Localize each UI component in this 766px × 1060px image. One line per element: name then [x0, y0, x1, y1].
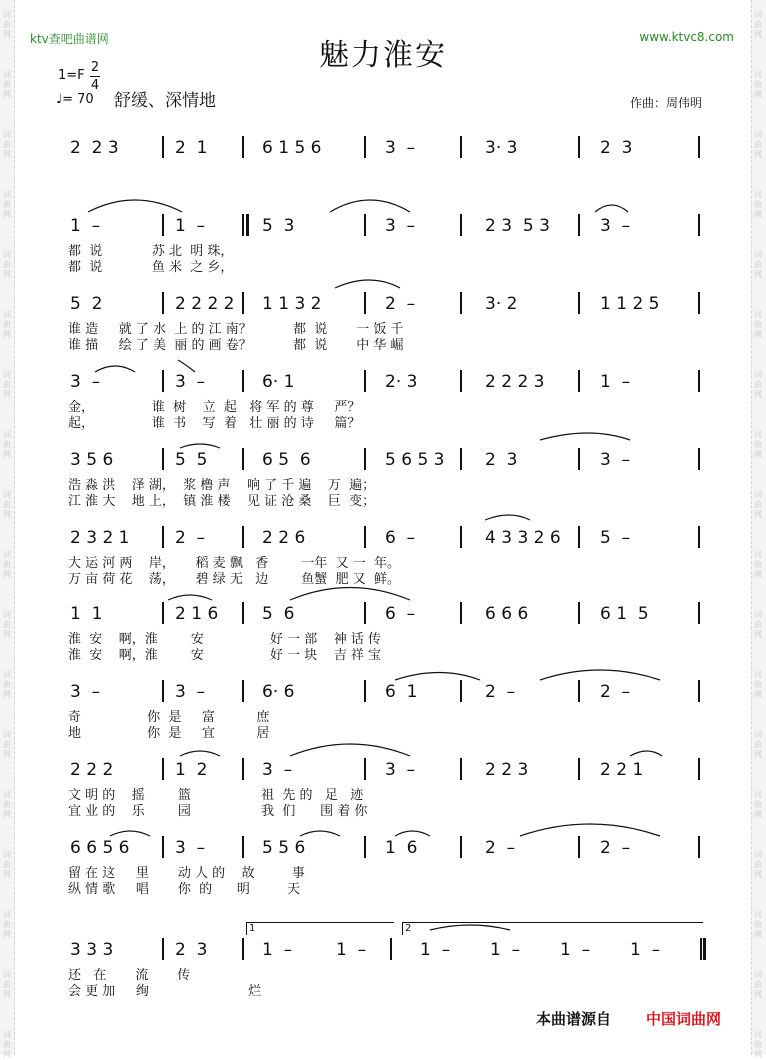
notation-measure: 3 –: [600, 450, 631, 470]
bar-line: [364, 214, 366, 236]
lyrics-verse-2: 会 更 加 绚 烂: [68, 984, 262, 999]
bar-line: [578, 214, 580, 236]
notation-measure: 2 1 6: [175, 604, 219, 624]
bar-line: [578, 292, 580, 314]
score-row: [0, 138, 766, 212]
composer-credit: 作曲：周伟明: [630, 96, 703, 110]
score-row: [0, 838, 766, 912]
watermark-text: 词 曲 网: [754, 370, 762, 399]
notation-measure: 2 1: [175, 138, 208, 158]
watermark-text: 词 曲 网: [754, 670, 762, 699]
notation-measure: 2 –: [600, 838, 631, 858]
notation-measure: 2 2 2 2: [175, 294, 235, 314]
watermark-text: 词 曲 网: [754, 850, 762, 879]
bar-line: [364, 680, 366, 702]
bar-line: [578, 136, 580, 158]
notation-measure: 3 –: [175, 838, 206, 858]
notation-measure: 1 1 2 5: [600, 294, 660, 314]
notation-measure: 1 –: [490, 940, 521, 960]
watermark-text: 词 曲 网: [3, 130, 11, 159]
lyrics-verse-1: 留 在 这 里 动 人 的 故 事: [68, 866, 305, 881]
bar-line: [698, 526, 700, 548]
bar-line: [364, 370, 366, 392]
notation-measure: 2 –: [385, 294, 416, 314]
bar-line: [578, 680, 580, 702]
watermark-text: 词 曲 网: [3, 490, 11, 519]
lyrics-verse-1: 谁 造 就 了 水 上 的 江 南？ 都 说 一 饭 千: [68, 322, 404, 337]
tempo-value: = 70: [62, 92, 94, 107]
notation-measure: 1 –: [600, 372, 631, 392]
notation-measure: 3· 2: [485, 294, 518, 314]
lyrics-verse-1: 奇 你 是 富 庶: [68, 710, 270, 725]
song-title: 魅力淮安: [319, 38, 447, 73]
watermark-text: 词 曲 网: [754, 250, 762, 279]
watermark-text: 词 曲 网: [3, 70, 11, 99]
lyrics-verse-1: 文 明 的 摇 篮 祖 先 的 足 迹: [68, 788, 364, 803]
notation-measure: 1 –: [560, 940, 591, 960]
notation-measure: 3 –: [385, 760, 416, 780]
lyrics-verse-2: 起， 谁 书 写 着 壮 丽 的 诗 篇？: [68, 416, 361, 431]
watermark-text: 词 曲 网: [3, 550, 11, 579]
key-signature: 1=F: [58, 68, 85, 83]
bar-line: [698, 370, 700, 392]
bar-line: [460, 602, 462, 624]
bar-line: [242, 938, 244, 960]
watermark-text: 词 曲 网: [754, 790, 762, 819]
notation-measure: 5 3: [262, 216, 295, 236]
bar-line: [460, 292, 462, 314]
lyrics-verse-1: 金， 谁 树 立 起 将 军 的 尊 严？: [68, 400, 361, 415]
bar-line: [460, 836, 462, 858]
bar-line: [698, 836, 700, 858]
lyrics-verse-2: 都 说 鱼 米 之 乡，: [68, 260, 234, 275]
lyrics-verse-2: 江 淮 大 地 上， 镇 淮 楼 见 证 沧 桑 巨 变；: [68, 494, 376, 509]
notation-measure: 1 1: [70, 604, 103, 624]
bar-line: [698, 292, 700, 314]
bar-line: [578, 836, 580, 858]
quarter-note-icon: ♩: [56, 92, 63, 107]
bar-line: [460, 448, 462, 470]
notation-measure: 2 3: [175, 940, 208, 960]
watermark-text: 词 曲 网: [754, 730, 762, 759]
watermark-text: 词 曲 网: [754, 130, 762, 159]
score-row: [0, 682, 766, 756]
lyrics-verse-2: 宜 业 的 乐 园 我 们 围 着 你: [68, 804, 368, 819]
second-ending-bracket: [402, 922, 703, 935]
bar-line: [162, 448, 164, 470]
bar-line: [242, 370, 244, 392]
notation-measure: 4 3 3 2 6: [485, 528, 561, 548]
bar-line: [162, 526, 164, 548]
lyrics-verse-2: 谁 描 绘 了 美 丽 的 画 卷？ 都 说 中 华 崛: [68, 338, 404, 353]
bar-line: [242, 680, 244, 702]
bar-line: [162, 602, 164, 624]
site-url-right: www.ktvc8.com: [639, 30, 734, 44]
notation-measure: 3 –: [385, 216, 416, 236]
bar-line: [242, 214, 244, 236]
notation-measure: 5 2: [70, 294, 103, 314]
notation-measure: 2 3: [600, 138, 633, 158]
score-row: [0, 940, 766, 1014]
bar-line: [698, 680, 700, 702]
notation-measure: 1 –: [420, 940, 451, 960]
bar-line: [364, 136, 366, 158]
bar-line: [698, 602, 700, 624]
bar-line: [162, 292, 164, 314]
source-site-link[interactable]: 中国词曲网: [646, 1010, 722, 1028]
notation-measure: 5 6 5 3: [385, 450, 445, 470]
notation-measure: 5 5: [175, 450, 208, 470]
score-row: [0, 528, 766, 602]
notation-measure: 3· 3: [485, 138, 518, 158]
score-row: [0, 450, 766, 524]
score-row: [0, 604, 766, 678]
bar-line: [242, 292, 244, 314]
final-bar-line: [703, 938, 706, 960]
notation-measure: 5 –: [600, 528, 631, 548]
watermark-text: 词 曲 网: [3, 310, 11, 339]
bar-line: [242, 136, 244, 158]
bar-line: [162, 758, 164, 780]
bar-line: [578, 602, 580, 624]
watermark-text: 词 曲 网: [3, 370, 11, 399]
notation-measure: 1 –: [336, 940, 367, 960]
bar-line: [242, 526, 244, 548]
bar-line: [242, 448, 244, 470]
notation-measure: 6 1: [385, 682, 418, 702]
time-signature-bottom: 4: [90, 78, 100, 93]
bar-line: [162, 370, 164, 392]
notation-measure: 3 –: [175, 372, 206, 392]
bar-line: [578, 758, 580, 780]
watermark-text: 词 曲 网: [754, 1030, 762, 1059]
bar-line: [460, 214, 462, 236]
notation-measure: 2 2 2 3: [485, 372, 545, 392]
notation-measure: 5 6: [262, 604, 295, 624]
bar-line: [698, 758, 700, 780]
notation-measure: 2 3 5 3: [485, 216, 550, 236]
bar-line: [698, 136, 700, 158]
watermark-text: 词 曲 网: [3, 790, 11, 819]
notation-measure: 2 2 3: [70, 138, 119, 158]
notation-measure: 2 –: [175, 528, 206, 548]
watermark-text: 词 曲 网: [3, 190, 11, 219]
notation-measure: 5 5 6: [262, 838, 306, 858]
notation-measure: 6 –: [385, 528, 416, 548]
bar-line: [390, 938, 392, 960]
lyrics-verse-1: 淮 安 啊，淮 安 好 一 部 神 话 传: [68, 632, 382, 647]
notation-measure: 6 6 5 6: [70, 838, 130, 858]
repeat-start-bar: [246, 214, 249, 236]
bar-line: [162, 136, 164, 158]
watermark-text: 词 曲 网: [754, 70, 762, 99]
time-signature-divider: [90, 76, 100, 77]
notation-measure: 2 3: [485, 450, 518, 470]
notation-measure: 3 5 6: [70, 450, 114, 470]
notation-measure: 6· 1: [262, 372, 295, 392]
source-label: 本曲谱源自: [536, 1010, 612, 1028]
watermark-text: 词 曲 网: [754, 490, 762, 519]
bar-line: [460, 680, 462, 702]
lyrics-verse-1: 浩 淼 洪 泽 湖， 浆 橹 声 响 了 千 遍 万 遍；: [68, 478, 376, 493]
watermark-text: 词 曲 网: [754, 910, 762, 939]
bar-line: [460, 136, 462, 158]
bar-line: [162, 836, 164, 858]
watermark-text: 词 曲 网: [754, 190, 762, 219]
notation-measure: 3 3 3: [70, 940, 114, 960]
notation-measure: 1 6: [385, 838, 418, 858]
lyrics-verse-1: 大 运 河 两 岸， 稻 麦 飘 香 一年 又 一 年。: [68, 556, 400, 571]
watermark-text: 词 曲 网: [3, 910, 11, 939]
bar-line: [364, 758, 366, 780]
notation-measure: 6 –: [385, 604, 416, 624]
notation-measure: 1 –: [175, 216, 206, 236]
notation-measure: 1 2: [175, 760, 208, 780]
site-logo-left: ktv查吧曲谱网: [30, 32, 109, 46]
bar-line: [698, 214, 700, 236]
watermark-text: 词 曲 网: [3, 610, 11, 639]
bar-line: [162, 938, 164, 960]
bar-line: [364, 292, 366, 314]
score-row: [0, 216, 766, 290]
bar-line: [460, 758, 462, 780]
notation-measure: 2 –: [600, 682, 631, 702]
notation-measure: 3 –: [70, 372, 101, 392]
notation-measure: 1 –: [70, 216, 101, 236]
notation-measure: 3 –: [600, 216, 631, 236]
notation-measure: 1 1 3 2: [262, 294, 322, 314]
score-row: [0, 294, 766, 368]
notation-measure: 3 –: [385, 138, 416, 158]
notation-measure: 2 2 1: [600, 760, 644, 780]
watermark-text: 词 曲 网: [3, 670, 11, 699]
watermark-text: 词 曲 网: [754, 310, 762, 339]
watermark-text: 词 曲 网: [3, 730, 11, 759]
time-signature: [90, 60, 100, 93]
tempo-marking: [56, 92, 94, 107]
watermark-text: 词 曲 网: [754, 970, 762, 999]
watermark-text: 词 曲 网: [3, 1030, 11, 1059]
watermark-text: 词 曲 网: [3, 250, 11, 279]
bar-line: [364, 836, 366, 858]
bar-line: [578, 448, 580, 470]
notation-measure: 6· 6: [262, 682, 295, 702]
watermark-text: 词 曲 网: [3, 850, 11, 879]
bar-line: [242, 602, 244, 624]
bar-line: [242, 758, 244, 780]
watermark-text: 词 曲 网: [3, 970, 11, 999]
watermark-text: 词 曲 网: [754, 430, 762, 459]
notation-measure: 2 2 2: [70, 760, 114, 780]
notation-measure: 2· 3: [385, 372, 418, 392]
notation-measure: 2 2 3: [485, 760, 529, 780]
lyrics-verse-2: 万 亩 荷 花 荡， 碧 绿 无 边 鱼蟹 肥 又 鲜。: [68, 572, 400, 587]
bar-line: [364, 526, 366, 548]
notation-measure: 1 –: [262, 940, 293, 960]
bar-line: [364, 602, 366, 624]
lyrics-verse-2: 纵 情 歌 唱 你 的 明 天: [68, 882, 301, 897]
notation-measure: 1 –: [630, 940, 661, 960]
bar-line: [578, 370, 580, 392]
score-row: [0, 372, 766, 446]
second-ending-number: 2: [405, 923, 412, 934]
lyrics-verse-2: 淮 安 啊，淮 安 好 一 块 吉 祥 宝: [68, 648, 382, 663]
bar-line: [578, 526, 580, 548]
watermark-text: 词 曲 网: [754, 610, 762, 639]
time-signature-top: 2: [90, 60, 100, 75]
notation-measure: 3 –: [175, 682, 206, 702]
watermark-text: 词 曲 网: [754, 550, 762, 579]
watermark-text: 词 曲 网: [3, 430, 11, 459]
bar-line: [698, 448, 700, 470]
lyrics-verse-2: 地 你 是 宜 居: [68, 726, 270, 741]
score-row: [0, 760, 766, 834]
notation-measure: 3 –: [262, 760, 293, 780]
notation-measure: 2 –: [485, 838, 516, 858]
notation-measure: 2 2 6: [262, 528, 306, 548]
lyrics-verse-1: 还 在 流 传: [68, 968, 191, 983]
notation-measure: 2 3 2 1: [70, 528, 130, 548]
notation-measure: 6 5 6: [262, 450, 311, 470]
lyrics-verse-1: 都 说 苏 北 明 珠，: [68, 244, 234, 259]
bar-line: [162, 680, 164, 702]
watermark-text: 词 曲 网: [754, 10, 762, 39]
bar-line: [242, 836, 244, 858]
notation-measure: 2 –: [485, 682, 516, 702]
notation-measure: 6 1 5: [600, 604, 649, 624]
bar-line: [460, 370, 462, 392]
bar-line: [700, 938, 702, 960]
bar-line: [364, 448, 366, 470]
bar-line: [162, 214, 164, 236]
notation-measure: 6 1 5 6: [262, 138, 322, 158]
notation-measure: 3 –: [70, 682, 101, 702]
first-ending-number: 1: [249, 923, 256, 934]
bar-line: [460, 526, 462, 548]
first-ending-bracket: [246, 922, 394, 935]
watermark-text: 词 曲 网: [3, 10, 11, 39]
expression-marking: 舒缓、深情地: [114, 91, 216, 111]
notation-measure: 6 6 6: [485, 604, 529, 624]
